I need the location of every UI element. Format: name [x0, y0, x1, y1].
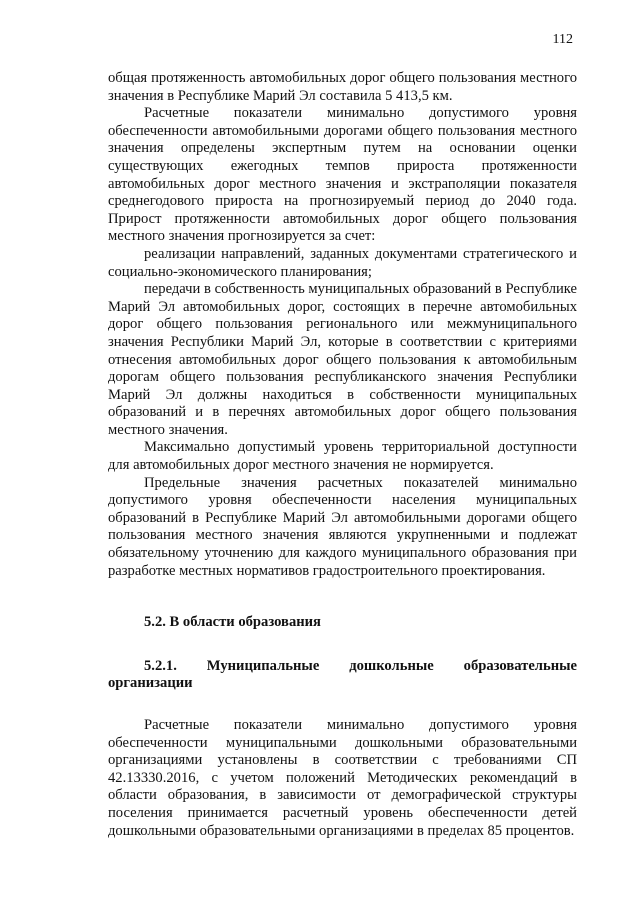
paragraph-calculation-basis: Расчетные показатели минимально допустимого уровня обеспеченности автомобильными дорогами общего пользования местного значения определены экспертным путем на основании оценки существующих ежегодных темпов прироста протяженности автомобильных дорог местного значения и экстраполяции показателя среднегодового прироста на прогнозируемый период до 2040 года. Прирост протяженности автомобильных дорог общего пользования местного значения прогнозируется за счет: — [108, 105, 577, 245]
page-number: 112 — [552, 32, 573, 47]
subsection-heading: 5.2.1. Муниципальные дошкольные образовательные организации — [108, 657, 577, 692]
paragraph-preschool-provision: Расчетные показатели минимально допустимого уровня обеспеченности муниципальными дошкольными образовательными организациями установлены в соответствии с требованиями СП 42.13330.2016, с учетом положений Методических рекомендаций в области образования, в зависимости от демографической структуры поселения принимается расчетный уровень обеспеченности детей дошкольными образовательными организациями в пределах 85 процентов. — [108, 717, 577, 839]
document-body — [108, 0, 577, 840]
paragraph-road-length: общая протяженность автомобильных дорог общего пользования местного значения в Республике Марий Эл составила 5 413,5 км. — [108, 70, 577, 104]
paragraph-accessibility: Максимально допустимый уровень территориальной доступности для автомобильных дорог местного значения не нормируется. — [108, 439, 577, 474]
paragraph-transfer-ownership: передачи в собственность муниципальных образований в Республике Марий Эл автомобильных дорог, состоящих в перечне автомобильных дорог общего пользования регионального или межмуниципального значения Республики Марий Эл, которые в соответствии с критериями отнесения автомобильных дорог общего пользования к автомобильным дорогам общего пользования республиканского значения Республики Марий Эл должны находиться в собственности муниципальных образований и в перечнях автомобильных дорог общего пользования местного значения. — [108, 281, 577, 438]
paragraph-strategic-planning: реализации направлений, заданных документами стратегического и социально-экономического планирования; — [108, 245, 577, 280]
section-heading: 5.2. В области образования — [144, 614, 321, 631]
paragraph-limit-values: Предельные значения расчетных показателей минимально допустимого уровня обеспеченности населения муниципальных образований в Республике Марий Эл автомобильными дорогами общего пользования местного значения являются укрупненными и подлежат обязательному уточнению для каждого муниципального образования при разработке местных нормативов градостроительного проектирования. — [108, 474, 577, 579]
